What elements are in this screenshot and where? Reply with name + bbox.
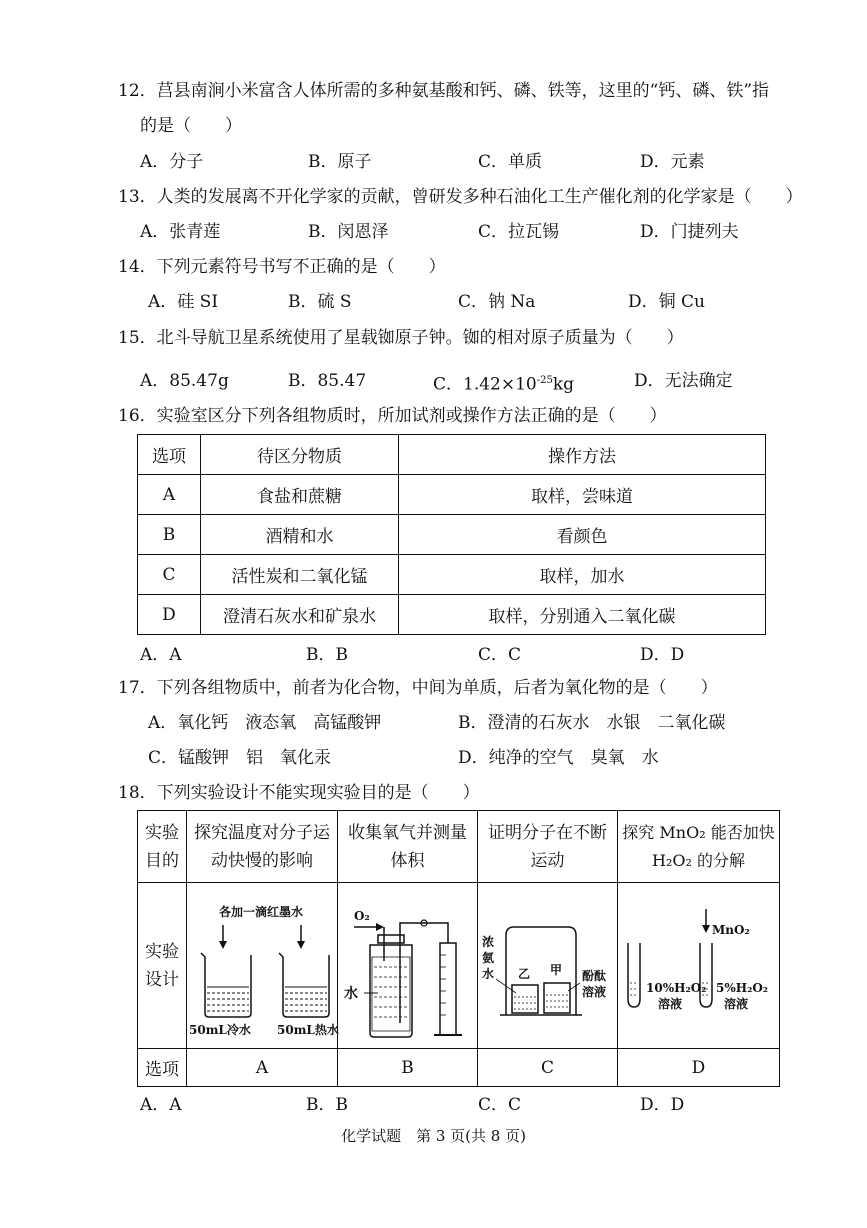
q16-row-a-substances: 食盐和蔗糖 <box>201 475 399 515</box>
q16-row-a-option: A <box>138 475 201 515</box>
q18-option-a: A．A <box>140 1095 182 1115</box>
q14-option-a: A．硅 SI <box>148 292 219 312</box>
q17-option-b: B．澄清的石灰水 水银 二氧化碳 <box>458 713 726 733</box>
q18-c-ammonia-label-3: 水 <box>482 967 495 981</box>
q15-option-c <box>433 370 574 396</box>
q18-purpose-c <box>478 811 618 883</box>
q16-row-c-option: C <box>138 555 201 595</box>
q18-purpose-head-line1: 实验 <box>145 822 179 843</box>
q15-option-c-base: C．1.42×10 <box>433 374 537 395</box>
q18-c-beaker-jia-label: 甲 <box>550 963 563 977</box>
q16-header-option: 选项 <box>138 435 201 475</box>
q18-purpose-head-line2: 目的 <box>145 850 179 871</box>
q17-option-c: C．锰酸钾 铝 氧化汞 <box>148 748 332 768</box>
q12-option-b: B．原子 <box>308 152 372 172</box>
q18-a-cold-label: 50mL冷水 <box>189 1023 251 1037</box>
q16-table-row <box>138 475 766 515</box>
q15-option-a: A．85.47g <box>140 371 229 391</box>
q17-stem: 17．下列各组物质中，前者为化合物，中间为单质，后者为氧化物的是（ ） <box>118 678 718 698</box>
q12-option-d: D．元素 <box>640 152 705 172</box>
q18-d-left-label-2: 溶液 <box>658 997 683 1011</box>
q18-option-head: 选项 <box>138 1049 187 1087</box>
q14-option-b: B．硫 S <box>288 292 352 312</box>
q16-stem: 16．实验室区分下列各组物质时，所加试剂或操作方法正确的是（ ） <box>118 406 667 426</box>
q16-row-a-method: 取样，尝味道 <box>399 475 766 515</box>
q18-a-ink-label: 各加一滴红墨水 <box>219 905 304 919</box>
q18-design-a <box>187 883 338 1049</box>
q15-option-d: D．无法确定 <box>634 371 733 391</box>
q16-row-b-method: 看颜色 <box>399 515 766 555</box>
q16-table-row <box>138 515 766 555</box>
q18-c-beaker-yi-label: 乙 <box>518 967 531 981</box>
q18-option-c-cell: C <box>478 1049 618 1087</box>
q18-c-ammonia-label-2: 氨 <box>482 951 495 965</box>
q18-purpose-d-line1: 探究 MnO₂ 能否加快 <box>622 822 775 842</box>
q18-d-right-label-2: 溶液 <box>724 997 749 1011</box>
q15-option-c-exponent: -25 <box>536 375 553 386</box>
q12-option-a: A．分子 <box>140 152 204 172</box>
q16-header-substances: 待区分物质 <box>201 435 399 475</box>
q14-option-c: C．钠 Na <box>458 292 536 312</box>
q18-table <box>137 810 780 1087</box>
q18-purpose-a-line2: 动快慢的影响 <box>211 850 313 871</box>
q16-row-d-substances: 澄清石灰水和矿泉水 <box>201 595 399 635</box>
q18-option-c: C．C <box>478 1095 522 1115</box>
q16-table-header-row <box>138 435 766 475</box>
q17-option-d: D．纯净的空气 臭氧 水 <box>458 748 659 768</box>
q18-purpose-d-line2: H₂O₂ 的分解 <box>652 850 745 870</box>
q18-option-d-cell: D <box>618 1049 780 1087</box>
q18-purpose-b-line1: 收集氧气并测量 <box>348 822 467 843</box>
q18-purpose-row <box>138 811 780 883</box>
q13-option-b: B．闵恩泽 <box>308 222 389 242</box>
page-footer: 化学试题 第 3 页(共 8 页) <box>341 1127 526 1145</box>
q16-option-d: D．D <box>640 645 685 665</box>
test-tubes-diagram <box>618 883 778 1048</box>
q17-option-a: A．氧化钙 液态氧 高锰酸钾 <box>148 713 382 733</box>
q18-purpose-a <box>187 811 338 883</box>
q18-stem: 18．下列实验设计不能实现实验目的是（ ） <box>118 783 480 803</box>
q15-option-b: B．85.47 <box>288 371 367 391</box>
q18-purpose-c-line2: 运动 <box>530 850 565 871</box>
q18-c-phenol-label-2: 溶液 <box>582 985 607 999</box>
q18-d-mno2-label: MnO₂ <box>712 923 750 937</box>
q18-design-head-line1: 实验 <box>145 941 179 962</box>
q18-c-phenol-label-1: 酚酞 <box>582 969 607 983</box>
q16-option-b: B．B <box>306 645 348 665</box>
q12-stem-line1: 12．莒县南涧小米富含人体所需的多种氨基酸和钙、磷、铁等，这里的“钙、磷、铁”指 <box>118 81 770 101</box>
q18-design-d <box>618 883 780 1049</box>
q16-row-b-substances: 酒精和水 <box>201 515 399 555</box>
q18-d-left-label-1: 10%H₂O₂ <box>646 981 707 995</box>
q18-b-water-label: 水 <box>344 986 358 1002</box>
q14-stem: 14．下列元素符号书写不正确的是（ ） <box>118 257 446 277</box>
q18-design-head-line2: 设计 <box>145 969 179 990</box>
q16-table <box>137 434 766 635</box>
q18-option-b: B．B <box>306 1095 348 1115</box>
bell-jar-diagram <box>478 883 617 1048</box>
q18-option-row <box>138 1049 780 1087</box>
q18-design-b <box>338 883 478 1049</box>
q13-option-d: D．门捷列夫 <box>640 222 739 242</box>
q18-design-head <box>138 883 187 1049</box>
q18-c-ammonia-label-1: 浓 <box>482 935 495 949</box>
q16-row-d-option: D <box>138 595 201 635</box>
q18-option-d: D．D <box>640 1095 685 1115</box>
q18-b-gas-label: O₂ <box>354 909 370 923</box>
q16-table-row <box>138 595 766 635</box>
q16-header-method: 操作方法 <box>399 435 766 475</box>
q18-purpose-head <box>138 811 187 883</box>
q14-option-d: D．铜 Cu <box>628 292 705 312</box>
q18-purpose-c-line1: 证明分子在不断 <box>488 822 607 843</box>
gas-collection-diagram <box>338 883 477 1048</box>
q15-stem: 15．北斗导航卫星系统使用了星载铷原子钟。铷的相对原子质量为（ ） <box>118 328 684 348</box>
q13-stem: 13．人类的发展离不开化学家的贡献，曾研发多种石油化工生产催化剂的化学家是（ ） <box>118 187 803 207</box>
q16-row-c-method: 取样，加水 <box>399 555 766 595</box>
q15-option-c-unit: kg <box>552 374 575 395</box>
q16-row-b-option: B <box>138 515 201 555</box>
q18-purpose-d <box>618 811 780 883</box>
q13-option-a: A．张青莲 <box>140 222 221 242</box>
q12-option-c: C．单质 <box>478 152 543 172</box>
q13-option-c: C．拉瓦锡 <box>478 222 560 242</box>
q18-purpose-b <box>338 811 478 883</box>
q18-design-c <box>478 883 618 1049</box>
q16-row-c-substances: 活性炭和二氧化锰 <box>201 555 399 595</box>
q18-d-right-label-1: 5%H₂O₂ <box>716 981 769 995</box>
q16-option-a: A．A <box>140 645 182 665</box>
q18-option-a-cell: A <box>187 1049 338 1087</box>
q16-row-d-method: 取样，分别通入二氧化碳 <box>399 595 766 635</box>
q18-a-hot-label: 50mL热水 <box>277 1023 339 1037</box>
q16-option-c: C．C <box>478 645 522 665</box>
q18-purpose-a-line1: 探究温度对分子运 <box>194 822 330 843</box>
q18-purpose-b-line2: 体积 <box>390 850 425 871</box>
q12-stem-line2: 的是（ ） <box>140 116 242 136</box>
q18-design-row <box>138 883 780 1049</box>
q16-table-row <box>138 555 766 595</box>
q18-option-b-cell: B <box>338 1049 478 1087</box>
